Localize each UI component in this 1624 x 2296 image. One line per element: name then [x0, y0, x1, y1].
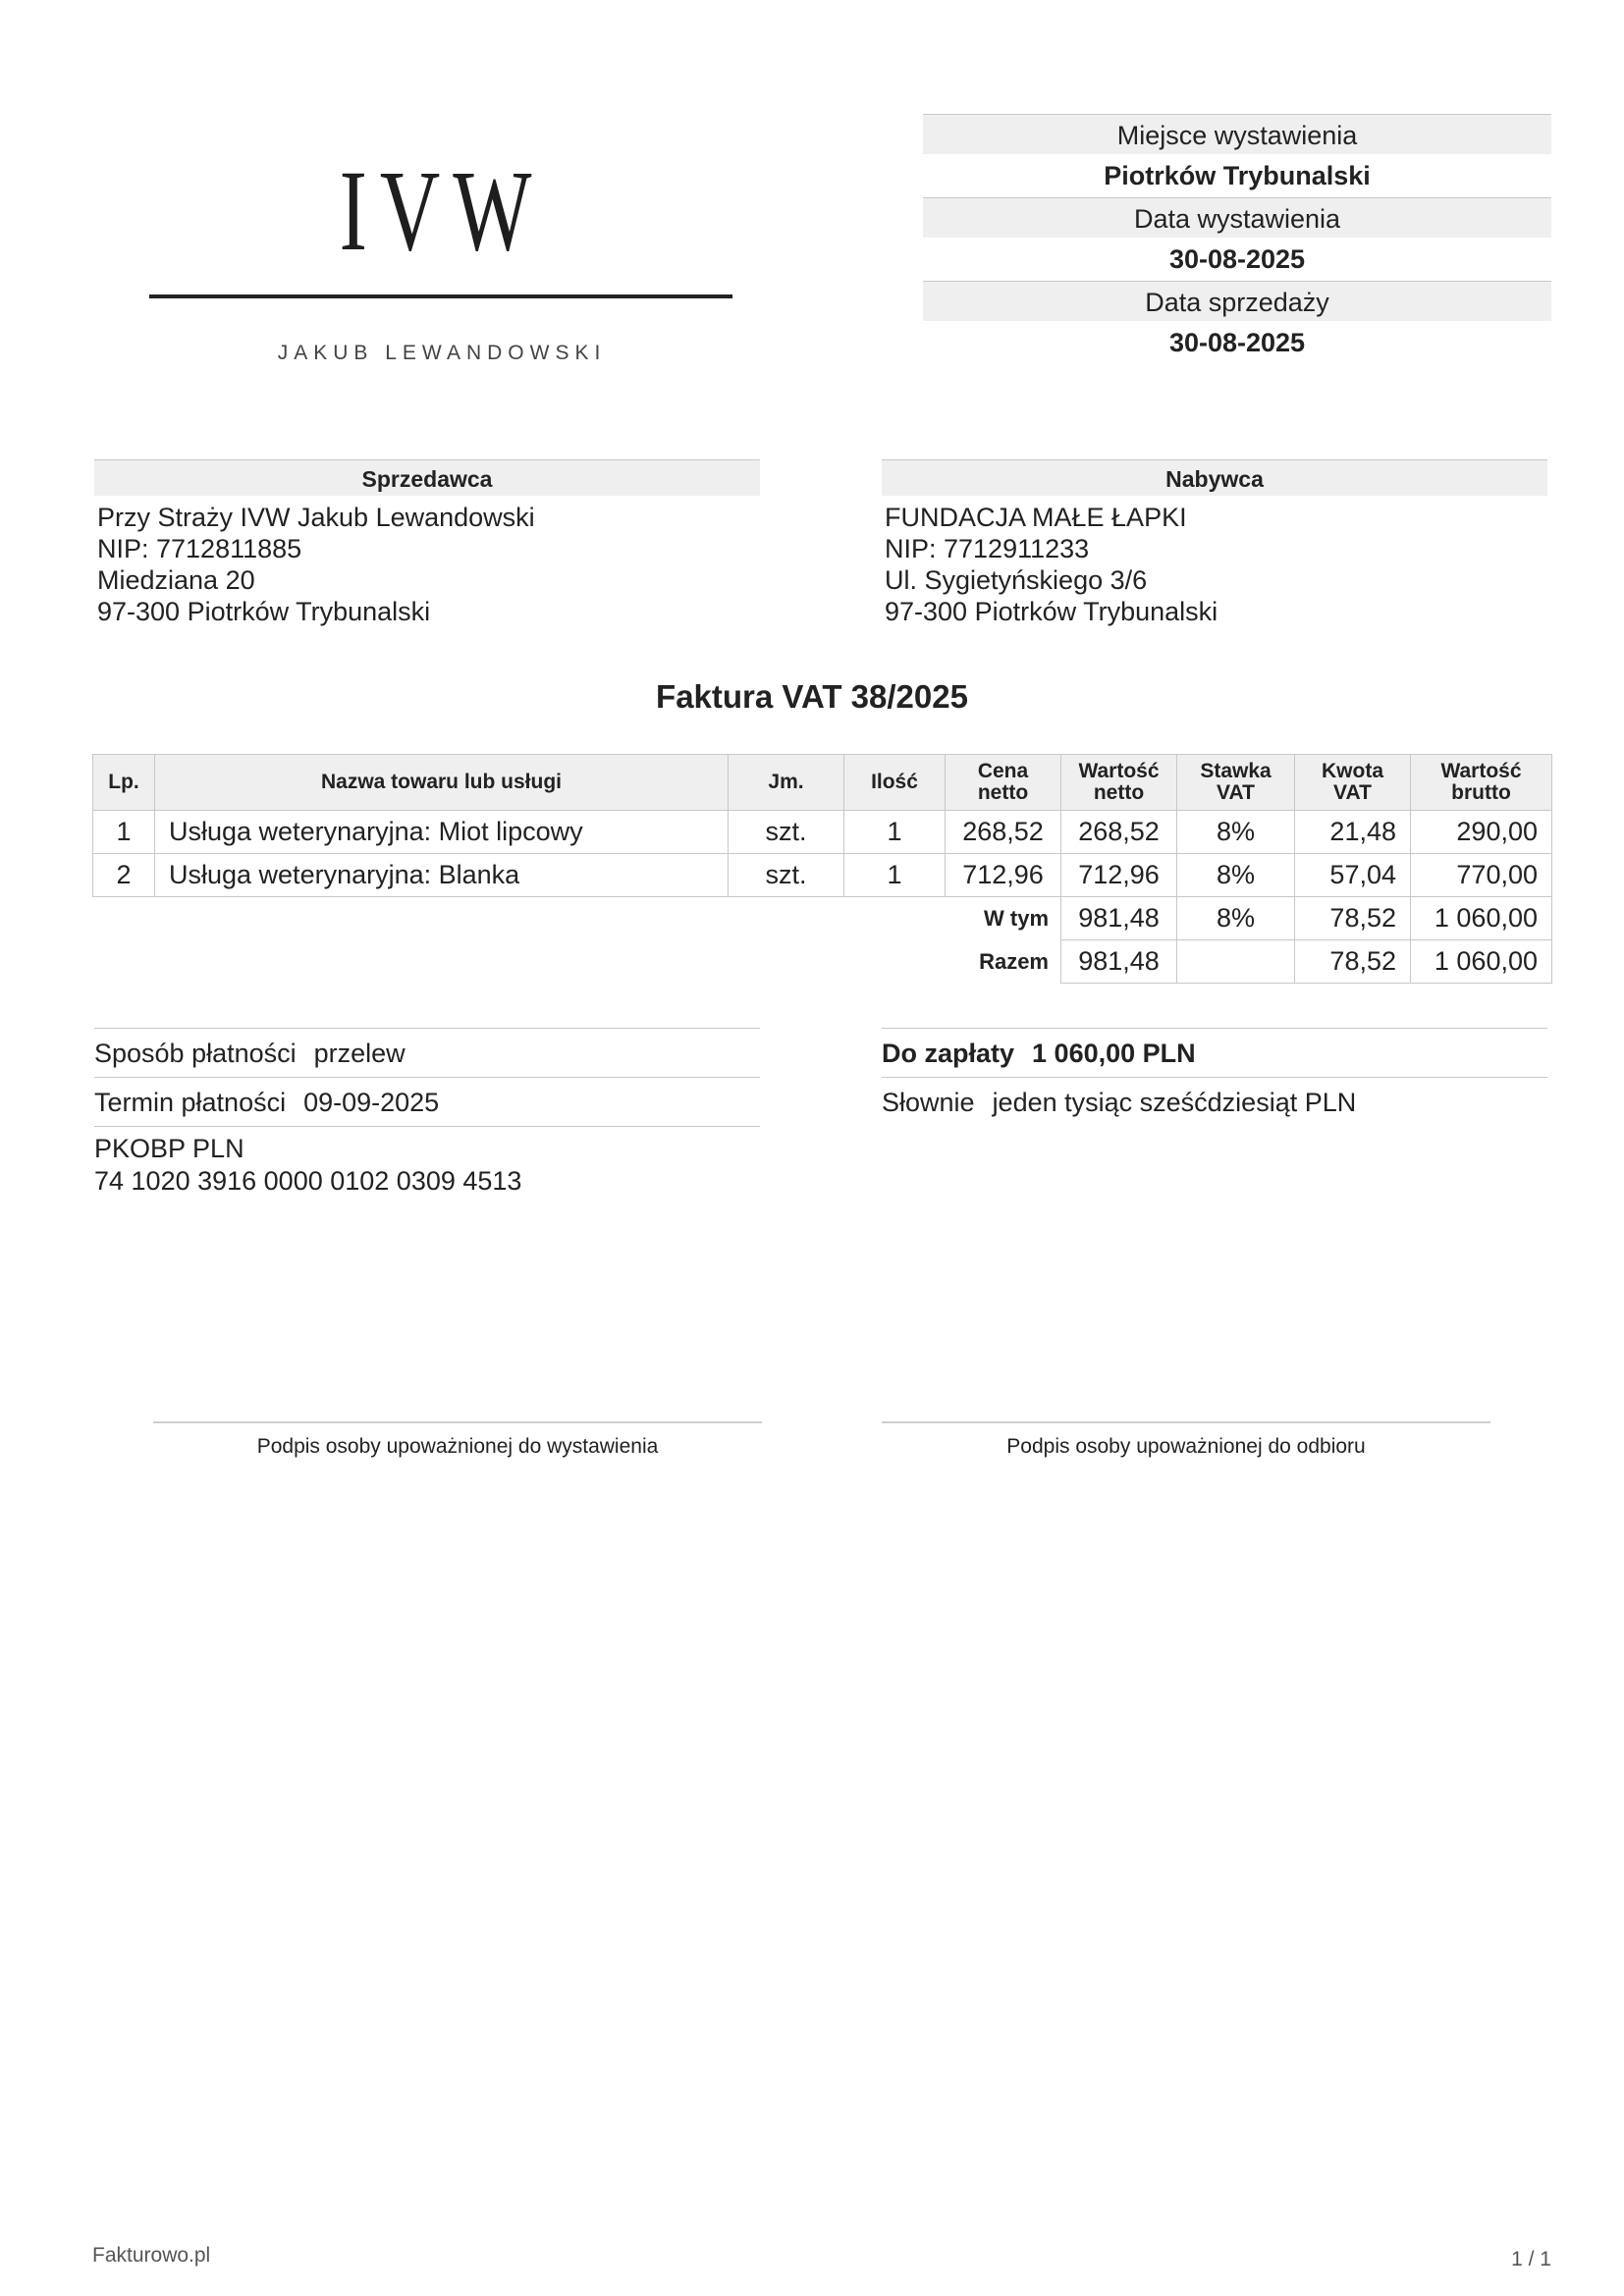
logo-divider	[149, 294, 732, 298]
col-header-gross-line1: Wartość	[1440, 760, 1522, 782]
issuer-signature: Podpis osoby upoważnionej do wystawienia	[153, 1421, 762, 1459]
page-number: 1 / 1	[1511, 2248, 1551, 2270]
col-header-rate	[1177, 755, 1295, 811]
cell-lp: 2	[93, 854, 155, 897]
seller-block	[94, 459, 760, 627]
seller-nip: NIP: 7712811885	[97, 534, 302, 563]
payment-due-label: Termin płatności	[94, 1088, 287, 1117]
cell-net: 712,96	[1061, 854, 1177, 897]
payment-method-row	[94, 1028, 760, 1077]
cell-price: 712,96	[946, 854, 1061, 897]
invoice-meta	[923, 114, 1551, 364]
items-table	[92, 754, 1552, 984]
col-header-price	[946, 755, 1061, 811]
col-header-lp: Lp.	[93, 755, 155, 811]
sale-date-value: 30-08-2025	[1168, 328, 1306, 357]
subtotal-label: W tym	[946, 897, 1061, 940]
buyer-name: FUNDACJA MAŁE ŁAPKI	[885, 503, 1187, 532]
cell-net: 268,52	[1061, 811, 1177, 854]
issue-place-label: Miejsce wystawienia	[923, 114, 1551, 154]
cell-rate: 8%	[1177, 854, 1295, 897]
cell-vat: 57,04	[1295, 854, 1411, 897]
total-label: Razem	[979, 948, 1049, 974]
sale-date-label: Data sprzedaży	[923, 281, 1551, 321]
subtotal-row	[93, 897, 1552, 940]
cell-gross: 290,00	[1411, 811, 1552, 854]
col-header-unit: Jm.	[729, 755, 844, 811]
cell-gross: 770,00	[1411, 854, 1552, 897]
cell-name: Usługa weterynaryjna: Blanka	[155, 854, 729, 897]
cell-qty: 1	[844, 811, 946, 854]
col-header-price-line2: netto	[977, 781, 1029, 804]
issue-date-value: 30-08-2025	[1168, 244, 1306, 274]
logo-mark: IVW	[339, 146, 545, 275]
col-header-rate-line1: Stawka	[1200, 760, 1272, 782]
bank-account: 74 1020 3916 0000 0102 0309 4513	[94, 1166, 522, 1196]
buyer-block	[882, 459, 1547, 627]
payment-due-row	[94, 1077, 760, 1126]
cell-unit: szt.	[729, 811, 844, 854]
col-header-vat-line1: Kwota	[1322, 760, 1383, 782]
col-header-vat-line2: VAT	[1333, 781, 1372, 804]
receiver-signature: Podpis osoby upoważnionej do odbioru	[882, 1421, 1490, 1459]
amount-words-label: Słownie	[882, 1088, 975, 1117]
cell-price: 268,52	[946, 811, 1061, 854]
table-header-row	[93, 755, 1552, 811]
buyer-city: 97-300 Piotrków Trybunalski	[885, 597, 1218, 626]
total-vat: 78,52	[1295, 940, 1411, 984]
seller-city: 97-300 Piotrków Trybunalski	[97, 597, 431, 626]
footer-brand: Fakturowo.pl	[92, 2244, 211, 2267]
company-logo	[98, 108, 785, 393]
cell-rate: 8%	[1177, 811, 1295, 854]
subtotal-gross: 1 060,00	[1411, 897, 1552, 940]
logo-subtitle: JAKUB LEWANDOWSKI	[277, 342, 607, 364]
buyer-heading: Nabywca	[882, 459, 1547, 496]
to-pay-row	[882, 1028, 1547, 1077]
col-header-net-line2: netto	[1093, 781, 1145, 804]
col-header-gross	[1411, 755, 1552, 811]
issue-date-label: Data wystawienia	[923, 197, 1551, 238]
cell-qty: 1	[844, 854, 946, 897]
col-header-net-line1: Wartość	[1078, 760, 1160, 782]
to-pay-value: 1 060,00 PLN	[1032, 1039, 1196, 1068]
col-header-net	[1061, 755, 1177, 811]
seller-heading: Sprzedawca	[94, 459, 760, 496]
total-net: 981,48	[1061, 940, 1177, 984]
col-header-price-line1: Cena	[977, 760, 1029, 782]
cell-lp: 1	[93, 811, 155, 854]
cell-unit: szt.	[729, 854, 844, 897]
buyer-nip: NIP: 7712911233	[885, 534, 1090, 563]
table-row	[93, 811, 1552, 854]
col-header-gross-line2: brutto	[1451, 781, 1511, 804]
col-header-vat	[1295, 755, 1411, 811]
total-rate	[1177, 940, 1295, 984]
to-pay-label: Do zapłaty	[882, 1039, 1015, 1068]
amount-words-row	[882, 1077, 1547, 1126]
amount-words-value: jeden tysiąc sześćdziesiąt PLN	[992, 1088, 1357, 1117]
total-gross: 1 060,00	[1411, 940, 1552, 984]
subtotal-net: 981,48	[1061, 897, 1177, 940]
seller-street: Miedziana 20	[97, 565, 255, 595]
payment-due-value: 09-09-2025	[303, 1088, 440, 1117]
payment-details	[94, 1028, 760, 1198]
amount-due	[882, 1028, 1547, 1126]
total-spacer	[93, 940, 946, 984]
bank-name: PKOBP PLN	[94, 1134, 244, 1163]
subtotal-rate: 8%	[1177, 897, 1295, 940]
bank-info	[94, 1126, 760, 1198]
col-header-name: Nazwa towaru lub usługi	[155, 755, 729, 811]
invoice-title: Faktura VAT 38/2025	[656, 678, 968, 715]
table-row	[93, 854, 1552, 897]
col-header-rate-line2: VAT	[1217, 781, 1255, 804]
cell-vat: 21,48	[1295, 811, 1411, 854]
buyer-street: Ul. Sygietyńskiego 3/6	[885, 565, 1148, 595]
cell-name: Usługa weterynaryjna: Miot lipcowy	[155, 811, 729, 854]
issue-place-value: Piotrków Trybunalski	[1104, 161, 1371, 190]
subtotal-vat: 78,52	[1295, 897, 1411, 940]
seller-name: Przy Straży IVW Jakub Lewandowski	[97, 503, 535, 532]
subtotal-spacer	[93, 897, 946, 940]
payment-method-value: przelew	[313, 1039, 406, 1068]
total-row	[93, 940, 1552, 984]
col-header-qty: Ilość	[844, 755, 946, 811]
payment-method-label: Sposób płatności	[94, 1039, 297, 1068]
